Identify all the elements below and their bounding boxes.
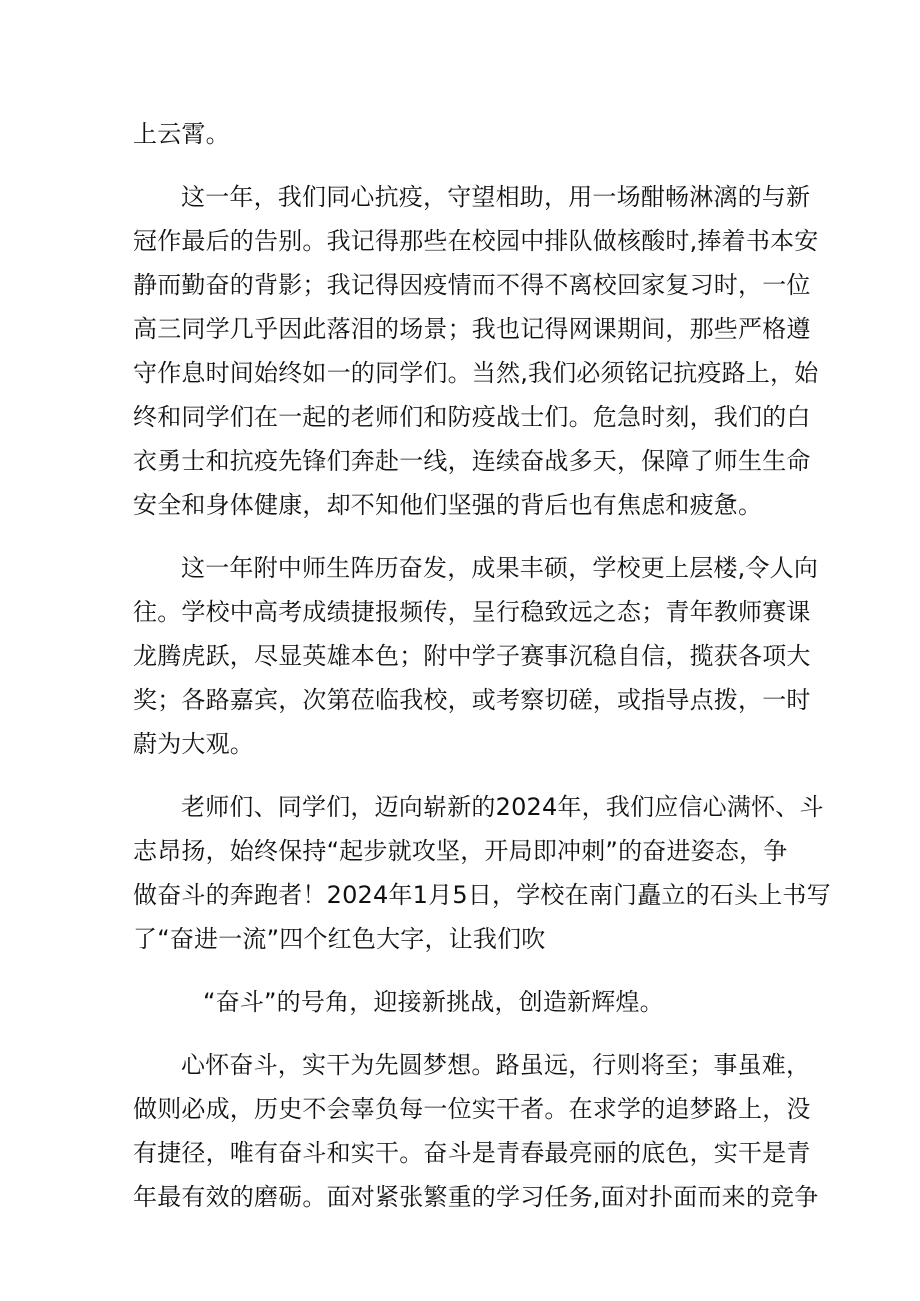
text-line: 心怀奋斗，实干为先圆梦想。路虽远，行则将至；事虽难， [181,1051,811,1079]
text-line: 这一年附中师生阵历奋发，成果丰硕，学校更上层楼,令人向 [181,554,819,582]
paragraph-hard-work [133,1043,819,1219]
text-line: 蔚为大观。 [133,730,254,758]
text-line: 了“奋进一流”四个红色大字，让我们吹 [133,925,546,953]
text-line: 做则必成，历史不会辜负每一位实干者。在求学的追梦路上，没 [133,1095,811,1123]
text-line: 静而勤奋的背影；我记得因疫情而不得不离校回家复习时，一位 [133,271,811,299]
text-line: 冠作最后的告别。我记得那些在校园中排队做核酸时,捧着书本安 [133,227,819,255]
paragraph-continuation [133,112,793,156]
text-line: 志昂扬，始终保持“起步就攻坚，开局即冲刺”的奋进姿态，争 [133,837,788,865]
text-line: 高三同学几乎因此落泪的场景；我也记得网课期间，那些严格遵 [133,315,811,343]
text-line: “奋斗”的号角，迎接新挑战，创造新辉煌。 [203,988,664,1016]
text-line: 年最有效的磨砺。面对紧张繁重的学习任务,面对扑面而来的竞争 [133,1183,819,1211]
text-line: 终和同学们在一起的老师们和防疫战士们。危急时刻，我们的白 [133,403,811,431]
text-line: 龙腾虎跃，尽显英雄本色；附中学子赛事沉稳自信，揽获各项大 [133,642,811,670]
text-line: 奖；各路嘉宾，次第莅临我校，或考察切磋，或指导点拨，一时 [133,686,811,714]
text-line: 这一年，我们同心抗疫，守望相助，用一场酣畅淋漓的与新 [181,183,811,211]
text-line: 上云霄。 [133,120,230,148]
text-line: 有捷径，唯有奋斗和实干。奋斗是青春最亮丽的底色，实干是青 [133,1139,811,1167]
text-line: 老师们、同学们，迈向崭新的2024年，我们应信心满怀、斗 [181,793,824,821]
document-body [133,112,831,1219]
paragraph-new-year [133,785,831,961]
paragraph-achievements [133,546,819,766]
paragraph-struggle-horn [133,980,793,1024]
text-line: 做奋斗的奔跑者！2024年1月5日，学校在南门矗立的石头上书写 [133,881,831,909]
text-line: 安全和身体健康，却不知他们坚强的背后也有焦虑和疲惫。 [133,491,763,519]
text-line: 守作息时间始终如一的同学们。当然,我们必须铭记抗疫路上，始 [133,359,819,387]
paragraph-pandemic [133,175,819,527]
text-line: 衣勇士和抗疫先锋们奔赴一线，连续奋战多天，保障了师生生命 [133,447,811,475]
text-line: 往。学校中高考成绩捷报频传，呈行稳致远之态；青年教师赛课 [133,598,811,626]
